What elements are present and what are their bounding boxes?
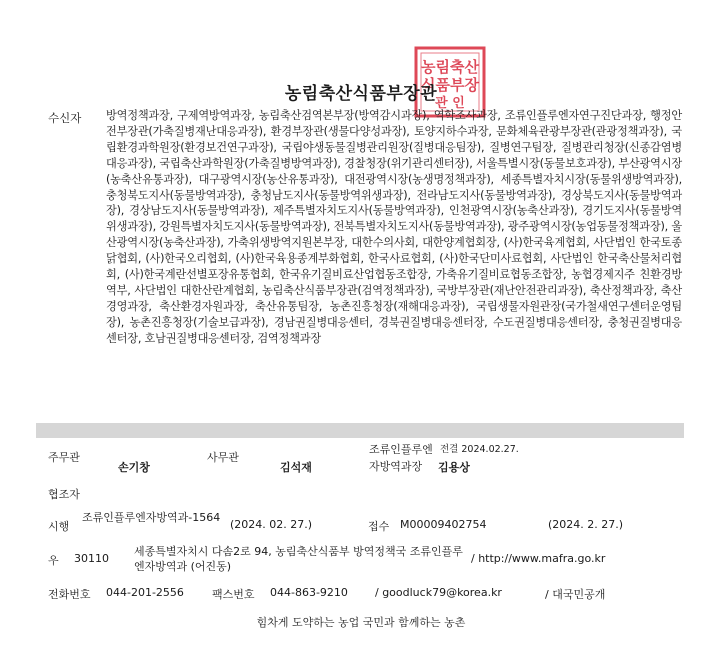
address-text: 세종특별자치시 다솜2로 94, 농림축산식품부 방역정책국 조류인플루엔자방역과 (어진동)	[134, 545, 463, 573]
recipients-label: 수신자	[48, 111, 82, 125]
phone-label: 전화번호	[48, 588, 91, 601]
email-link[interactable]: / goodluck79@korea.kr	[375, 586, 502, 599]
postcode: 30110	[74, 552, 109, 565]
divider-band	[36, 423, 684, 438]
svg-text:관 인: 관 인	[435, 96, 465, 111]
deputy-name: 김석재	[280, 461, 312, 474]
cooperator-label: 협조자	[48, 488, 80, 501]
director-name: 김용상	[438, 461, 470, 474]
receipt-number: M00009402754	[400, 518, 487, 531]
recipients-list: 방역정책과장, 구제역방역과장, 농림축산검역본부장(방역감시과장), 역학조사과장, 조류인플루엔자연구진단과장, 행정안전부장관(가축질병재난대응과장), 환경부장관(생물다양성과장), 토양지하수과장, 문화체육관광부장관(관광정책과장), 국립환경과학원장(환경보건연구과장), 국립야생동물질병관리원장(질병대응팀장), 질병연구팀장, 질병관리청장(신종감염병대응과장), 국립축산과학원장(가축질병방역과장), 경찰청장(위기관리센터장), 서울특별시장(동물보호과장), 부산광역시장(농축산유통과장), 대구광역시장(농산유통과장), 대전광역시장(농생명정책과장), 세종특별자치시장(동물위생방역과장), 충청북도지사(동물방역과장), 충청남도지사(동물방역위생과장), 전라남도지사(동물방역과장), 경상북도지사(동물방역과장), 경상남도지사(동물방역과장), 제주특별자치도지사(동물방역과장), 인천광역시장(농축산과장), 경기도지사(동물방역위생과장), 강원특별자치도지사(동물방역과장), 전북특별자치도지사(동물방역과장), 광주광역시장(농업동물정책과장), 울산광역시장(농축산과장), 가축위생방역지원본부장, 대한수의사회, 대한양계협회장, (사)한국육계협회, 사단법인 한국토종닭협회, (사)한국오리협회, (사)한국육용종계부화협회, 한국사료협회, (사)한국단미사료협회, 사단법인 한국축산물처리협회, (사)한국계란선별포장유통협회, 한국유기질비료산업협동조합장, 가축유기질비료협동조합장, 농협경제지주 친환경방역부, 사단법인 대한산란계협회, 농림축산식품부장관(검역정책과장), 국방부장관(재난안전관리과장), 축산정책과장, 축산경영과장, 축산환경자원과장, 축산유통팀장, 농촌진흥청장(재해대응과장), 국립생물자원관장(국가철새연구센터운영팀장), 농촌진흥청장(기술보급과장), 경남권질병대응센터, 경북권질병대응센터장, 수도권질병대응센터장, 충청권질병대응센터장, 호남권질병대응센터장, 검역정책과장	[106, 109, 682, 345]
phone-number: 044-201-2556	[106, 586, 184, 599]
officer-name: 손기창	[118, 461, 150, 474]
enforcement-date: (2024. 02. 27.)	[230, 518, 313, 531]
svg-text:식품부장: 식품부장	[421, 76, 479, 94]
role-director-line2: 자방역과장	[369, 460, 423, 473]
slogan: 힘차게 도약하는 농업 국민과 함께하는 농촌	[256, 616, 466, 629]
receipt-date: (2024. 2. 27.)	[548, 518, 624, 531]
postcode-label: 우	[48, 554, 59, 567]
receipt-label: 접수	[368, 520, 390, 533]
fax-number: 044-863-9210	[270, 586, 348, 599]
document-title: 농림축산식품부장관	[284, 84, 438, 104]
decision-date: 전결 2024.02.27.	[440, 444, 519, 455]
enforcement-label: 시행	[48, 520, 70, 533]
disclosure-status: / 대국민공개	[545, 588, 606, 601]
enforcement-dept: 조류인플루엔자방역과-1564	[82, 511, 221, 524]
role-deputy: 사무관	[207, 451, 239, 464]
fax-label: 팩스번호	[212, 588, 255, 601]
role-director-line1: 조류인플루엔	[369, 443, 433, 456]
website-link[interactable]: / http://www.mafra.go.kr	[471, 552, 606, 565]
role-officer: 주무관	[48, 451, 80, 464]
svg-text:농림축산: 농림축산	[421, 58, 479, 76]
